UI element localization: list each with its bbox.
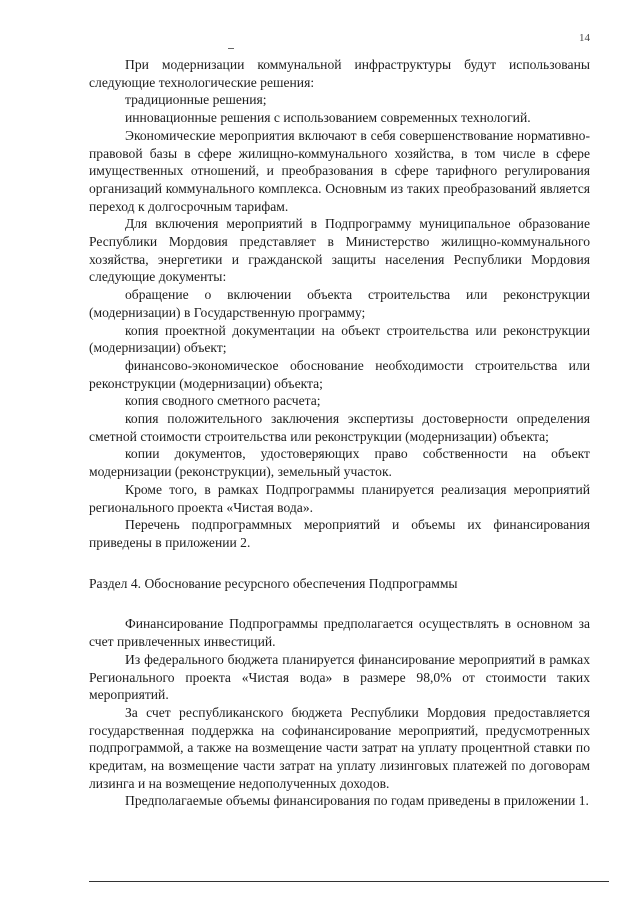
document-body [89, 56, 590, 810]
list-item-ownership: копии документов, удостоверяющих право собственности на объект модернизации (реконструкции), земельный участок. [89, 446, 590, 480]
paragraph-economic-measures: Экономические мероприятия включают в себя совершенствование нормативно-правовой базы в сфере жилищно-коммунального хозяйства, в том числе в сфере имущественных отношений, и преобразования в сфере тарифного регулирования организаций коммунального комплекса. Основным из таких преобразований является переход к долгосрочным тарифам. [89, 127, 590, 214]
paragraph-appendix-2: Перечень подпрограммных мероприятий и объемы их финансирования приведены в приложении 2. [89, 517, 590, 550]
list-item-request: обращение о включении объекта строительства или реконструкции (модернизации) в Государственную программу; [89, 287, 590, 320]
paragraph-federal-budget: Из федерального бюджета планируется финансирование мероприятий в рамках Регионального проекта «Чистая вода» в размере 98,0% от стоимости таких мероприятий. [89, 651, 590, 703]
paragraph-financing: Финансирование Подпрограммы предполагается осуществлять в основном за счет привлеченных инвестиций. [89, 616, 590, 650]
paragraph-appendix-1: Предполагаемые объемы финансирования по годам приведены в приложении 1. [125, 793, 589, 809]
section-heading: Раздел 4. Обоснование ресурсного обеспечения Подпрограммы [89, 575, 458, 591]
footer-rule [89, 881, 609, 882]
scan-mark [228, 48, 234, 49]
list-item-traditional: традиционные решения; [125, 92, 267, 108]
list-item-feasibility: финансово-экономическое обоснование необходимости строительства или реконструкции (модернизации) объекта; [89, 357, 590, 391]
paragraph-republic-budget: За счет республиканского бюджета Республики Мордовия предоставляется государственная поддержка на софинансирование мероприятий, предусмотренных подпрограммой, а также на возмещение части затрат на уплату процентной ставки по кредитам, на возмещение части затрат на уплату лизинговых платежей по договорам лизинга и на возмещение недополученных доходов. [89, 704, 590, 791]
list-item-estimate: копия сводного сметного расчета; [125, 393, 321, 409]
page-number: 14 [579, 32, 590, 44]
paragraph-modernization: При модернизации коммунальной инфраструктуры будут использованы следующие технологические решения: [89, 57, 590, 90]
paragraph-clean-water: Кроме того, в рамках Подпрограммы планируется реализация мероприятий регионального проекта «Чистая вода». [89, 481, 590, 515]
paragraph-inclusion-documents: Для включения мероприятий в Подпрограмму муниципальное образование Республики Мордовия представляет в Министерство жилищно-коммунального хозяйства, энергетики и гражданской защиты населения Республики Мордовия следующие документы: [89, 216, 590, 285]
list-item-project-docs: копия проектной документации на объект строительства или реконструкции (модернизации) объект; [89, 322, 590, 356]
list-item-expertise: копия положительного заключения экспертизы достоверности определения сметной стоимости строительства или реконструкции (модернизации) объекта; [89, 411, 590, 444]
list-item-innovative: инновационные решения с использованием современных технологий. [125, 110, 531, 126]
